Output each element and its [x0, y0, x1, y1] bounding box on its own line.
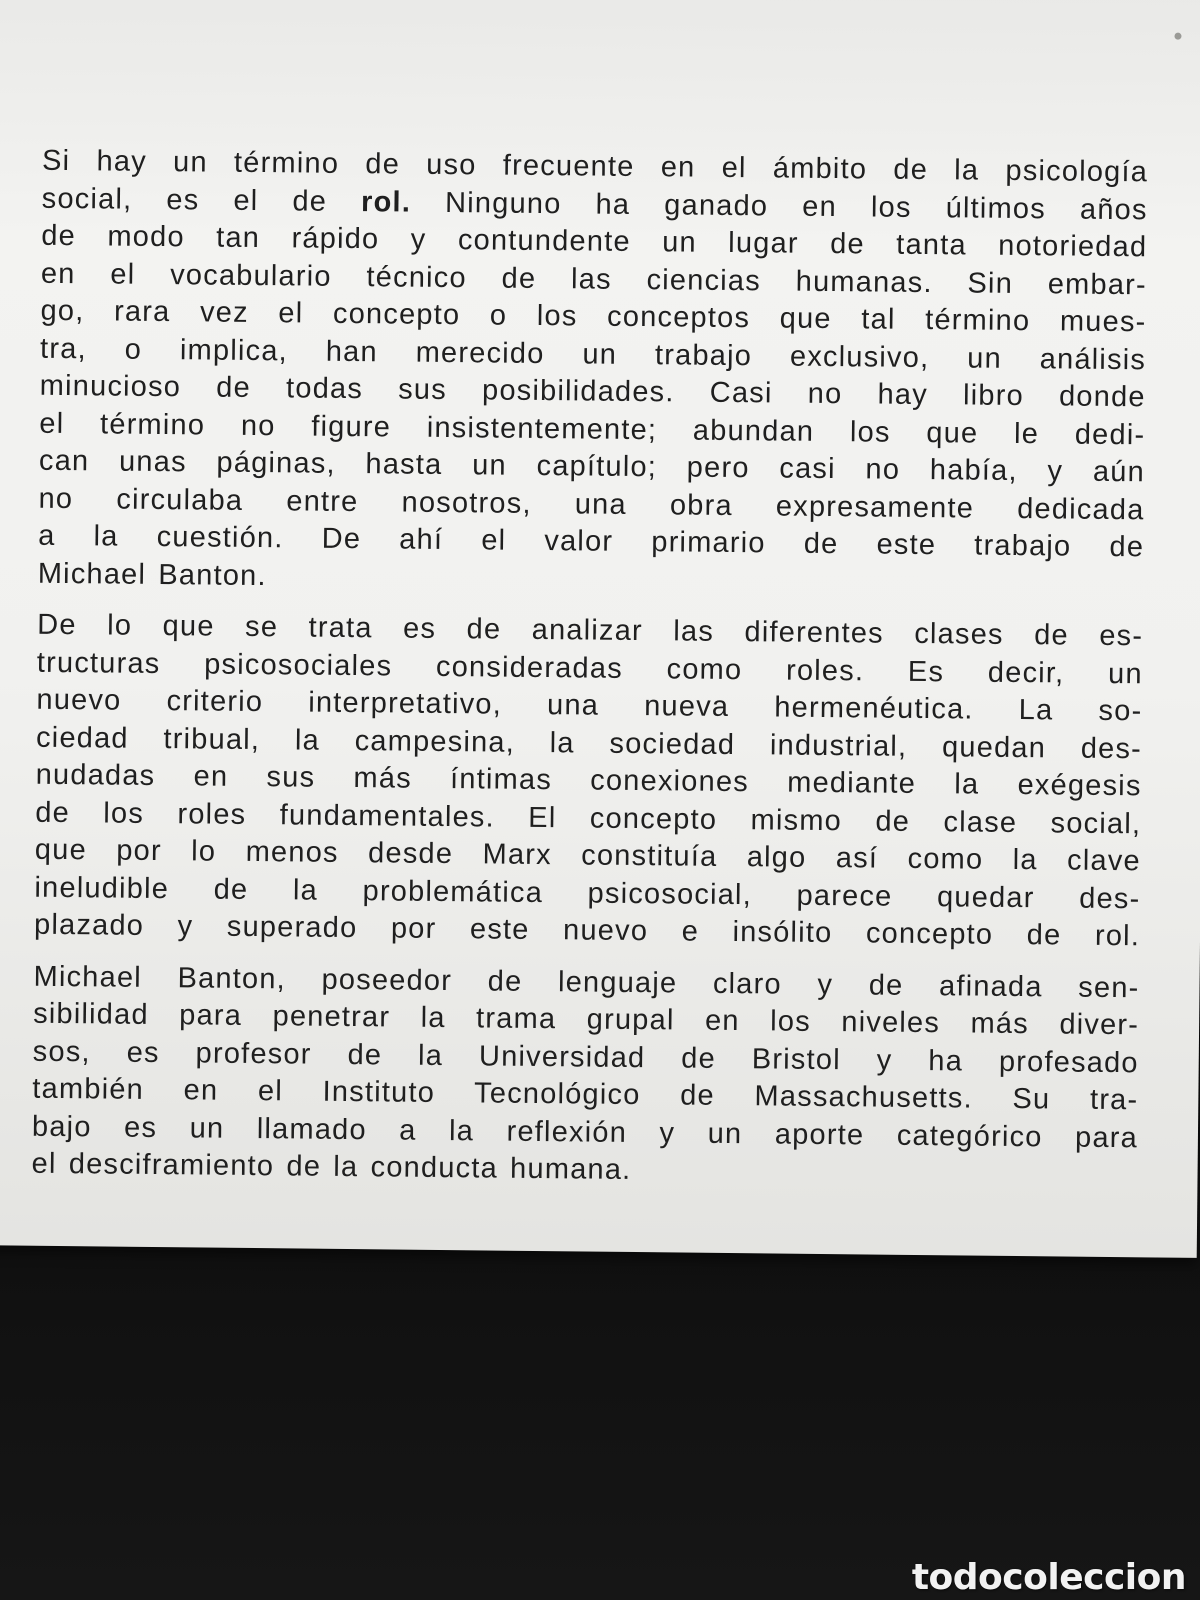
text-line: que por lo menos desde Marx constituía algo así como la clave: [34, 833, 1142, 878]
text-line: el desciframiento de la conducta humana.: [31, 1147, 632, 1186]
text-line: no circulaba entre nosotros, una obra expresamente dedicada: [38, 482, 1145, 526]
text-line: a la cuestión. De ahí el valor primario de este trabajo de: [38, 519, 1145, 564]
text-line: sos, es profesor de la Universidad de Bristol y ha profesado: [32, 1035, 1139, 1079]
text-fragment: Ninguno ha ganado en los últimos años: [444, 186, 1148, 226]
text-line: de los roles fundamentales. El concepto mismo de clase social,: [35, 796, 1142, 840]
text-line: go, rara vez el concepto o los conceptos que tal término mues-: [40, 294, 1147, 339]
bold-term-rol: rol.: [360, 185, 412, 219]
text-line: ineludible de la problemática psicosocial, parece quedar des-: [34, 871, 1141, 915]
todocoleccion-watermark: todocoleccion: [911, 1557, 1186, 1598]
text-line: minucioso de todas sus posibilidades. Casi no hay libro donde: [39, 369, 1146, 414]
text-fragment: social, es el de: [41, 182, 328, 218]
text-line: sibilidad para penetrar la trama grupal en los niveles más diver-: [33, 997, 1140, 1042]
text-line: bajo es un llamado a la reflexión y un aporte categórico para: [31, 1110, 1139, 1154]
paragraph-1: [38, 143, 1149, 605]
paragraph-3: [31, 958, 1139, 1195]
text-line: plazado y superado por este nuevo e insólito concepto de rol.: [33, 908, 1141, 953]
text-line: tructuras psicosociales consideradas como roles. Es decir, un: [36, 646, 1143, 690]
text-line: el término no figure insistentemente; abundan los que le dedi-: [39, 407, 1146, 451]
text-line: Si hay un término de uso frecuente en el ámbito de la psicología: [41, 144, 1149, 189]
text-line: nudadas en sus más íntimas conexiones mediante la exégesis: [35, 758, 1142, 803]
text-line: nuevo criterio interpretativo, una nueva hermenéutica. La so-: [36, 683, 1143, 728]
text-line: ciedad tribual, la campesina, la sociedad industrial, quedan des-: [35, 721, 1143, 765]
text-line: De lo que se trata es de analizar las diferentes clases de es-: [37, 608, 1144, 653]
text-line: de modo tan rápido y contundente un lugar de tanta notoriedad: [41, 219, 1148, 264]
text-line: en el vocabulario técnico de las ciencias humanas. Sin embar-: [40, 257, 1148, 301]
blurb-text: [31, 143, 1148, 1209]
text-line: tra, o implica, han merecido un trabajo exclusivo, un análisis: [39, 332, 1147, 376]
text-line: Michael Banton, poseedor de lenguaje claro y de afinada sen-: [33, 960, 1140, 1004]
text-line: también en el Instituto Tecnológico de Massachusetts. Su tra-: [32, 1072, 1139, 1117]
paragraph-2: [34, 607, 1143, 956]
paper-speck: [1174, 33, 1181, 40]
text-line: can unas páginas, hasta un capítulo; pero casi no había, y aún: [38, 444, 1146, 489]
text-line: Michael Banton.: [37, 557, 267, 592]
